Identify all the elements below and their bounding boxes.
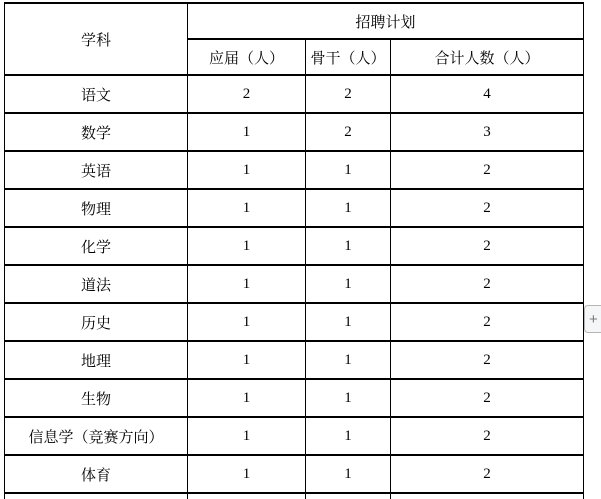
backbone-count-cell: 1	[306, 265, 391, 303]
table-row	[5, 303, 584, 341]
expand-button[interactable]	[584, 305, 601, 333]
table-row	[5, 265, 584, 303]
total-count-cell: 2	[391, 265, 584, 303]
plus-icon: +	[589, 310, 598, 328]
total-count-cell: 2	[391, 303, 584, 341]
backbone-count-cell: 1	[306, 303, 391, 341]
subject-cell: 数学	[5, 113, 188, 151]
table-row	[5, 455, 584, 493]
backbone-count-cell: 2	[306, 75, 391, 113]
fresh-count-cell: 1	[188, 113, 306, 151]
partial-clipped-row	[5, 493, 584, 499]
header-recruitment-plan: 招聘计划	[188, 3, 584, 39]
fresh-count-cell: 2	[188, 75, 306, 113]
header-subject: 学科	[5, 3, 188, 75]
total-count-cell: 2	[391, 455, 584, 493]
total-count-cell: 2	[391, 151, 584, 189]
total-count-cell: 2	[391, 379, 584, 417]
fresh-count-cell: 1	[188, 341, 306, 379]
backbone-count-cell: 1	[306, 455, 391, 493]
total-count-cell: 2	[391, 189, 584, 227]
table-row	[5, 113, 584, 151]
total-count-cell: 2	[391, 341, 584, 379]
subject-cell: 生物	[5, 379, 188, 417]
subject-cell: 语文	[5, 75, 188, 113]
backbone-count-cell: 2	[306, 113, 391, 151]
header-row-top	[5, 3, 584, 39]
table-row	[5, 75, 584, 113]
subject-cell: 体育	[5, 455, 188, 493]
backbone-count-cell: 1	[306, 417, 391, 455]
fresh-count-cell: 1	[188, 379, 306, 417]
total-count-cell: 4	[391, 75, 584, 113]
recruitment-plan-table	[4, 2, 584, 499]
backbone-count-cell: 1	[306, 341, 391, 379]
header-total-count: 合计人数（人）	[391, 39, 584, 75]
subject-cell: 英语	[5, 151, 188, 189]
header-backbone: 骨干（人）	[306, 39, 391, 75]
fresh-count-cell: 1	[188, 151, 306, 189]
backbone-count-cell: 1	[306, 379, 391, 417]
fresh-count-cell: 1	[188, 265, 306, 303]
total-count-cell: 2	[391, 227, 584, 265]
subject-cell: 信息学（竞赛方向）	[5, 417, 188, 455]
subject-cell: 道法	[5, 265, 188, 303]
subject-cell: 化学	[5, 227, 188, 265]
table-row	[5, 417, 584, 455]
subject-cell: 历史	[5, 303, 188, 341]
fresh-count-cell: 1	[188, 303, 306, 341]
fresh-count-cell: 1	[188, 417, 306, 455]
table-row	[5, 341, 584, 379]
backbone-count-cell: 1	[306, 227, 391, 265]
fresh-count-cell: 1	[188, 227, 306, 265]
table-row	[5, 151, 584, 189]
subject-cell: 地理	[5, 341, 188, 379]
fresh-count-cell: 1	[188, 455, 306, 493]
fresh-count-cell: 1	[188, 189, 306, 227]
table-row	[5, 189, 584, 227]
table-row	[5, 379, 584, 417]
header-fresh-graduates: 应届（人）	[188, 39, 306, 75]
backbone-count-cell: 1	[306, 151, 391, 189]
backbone-count-cell: 1	[306, 189, 391, 227]
subject-cell: 物理	[5, 189, 188, 227]
total-count-cell: 2	[391, 417, 584, 455]
total-count-cell: 3	[391, 113, 584, 151]
table-row	[5, 227, 584, 265]
